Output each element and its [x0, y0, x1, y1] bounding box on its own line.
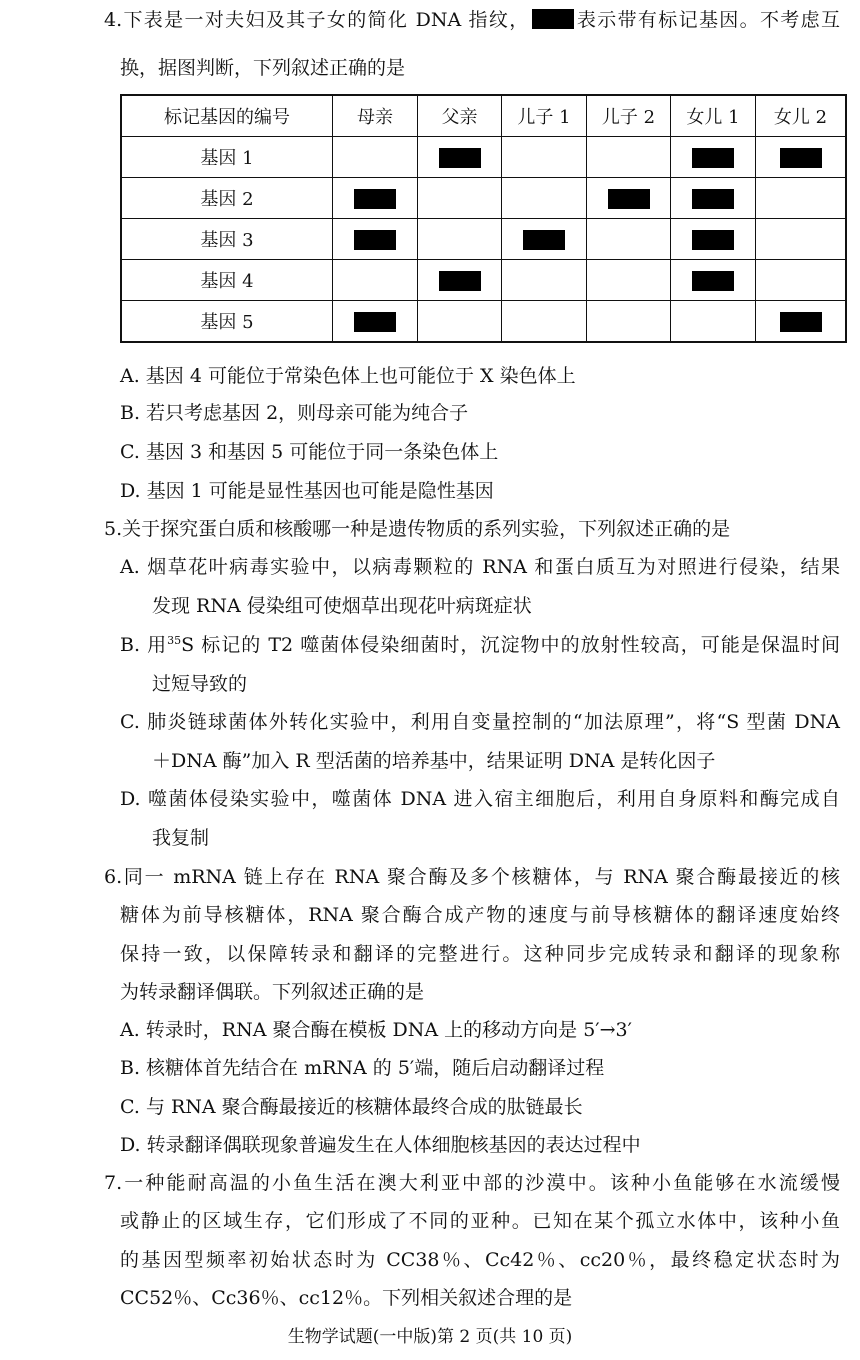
q5-option-d-line1: D. 噬菌体侵染实验中，噬菌体 DNA 进入宿主细胞后，利用自身原料和酶完成自	[120, 788, 840, 810]
q5-option-b-prefix: B. 用	[120, 634, 168, 656]
q7-stem-line1: 7.一种能耐高温的小鱼生活在澳大利亚中部的沙漠中。该种小鱼能够在水流缓慢	[104, 1172, 840, 1194]
fingerprint-cell	[333, 219, 418, 260]
gene-label-cell: 基因 3	[121, 219, 333, 260]
q4-stem-text-a: 4.下表是一对夫妇及其子女的简化 DNA 指纹，	[104, 9, 530, 31]
gene-label-cell: 基因 5	[121, 301, 333, 343]
fingerprint-cell	[756, 260, 847, 301]
fingerprint-cell	[418, 219, 502, 260]
fingerprint-cell	[671, 219, 756, 260]
fingerprint-cell	[587, 137, 671, 178]
fingerprint-cell	[587, 219, 671, 260]
table-header-cell: 标记基因的编号	[121, 95, 333, 137]
table-row	[121, 301, 846, 343]
marker-band	[439, 271, 481, 291]
q7-stem-line4: CC52％、Cc36％、cc12％。下列相关叙述合理的是	[120, 1287, 573, 1309]
q4-option-c: C. 基因 3 和基因 5 可能位于同一条染色体上	[120, 441, 499, 463]
gene-label-cell: 基因 1	[121, 137, 333, 178]
fingerprint-cell	[756, 137, 847, 178]
q4-option-a: A. 基因 4 可能位于常染色体上也可能位于 X 染色体上	[120, 365, 576, 387]
fingerprint-cell	[671, 260, 756, 301]
fingerprint-cell	[756, 219, 847, 260]
marker-band	[439, 148, 481, 168]
fingerprint-cell	[333, 301, 418, 343]
q4-option-b: B. 若只考虑基因 2，则母亲可能为纯合子	[120, 402, 469, 424]
marker-band	[354, 312, 396, 332]
table-header-cell: 儿子 2	[587, 95, 671, 137]
fingerprint-cell	[418, 178, 502, 219]
fingerprint-cell	[671, 137, 756, 178]
fingerprint-cell	[418, 301, 502, 343]
q4-option-d: D. 基因 1 可能是显性基因也可能是隐性基因	[120, 480, 494, 502]
table-row	[121, 137, 846, 178]
q5-option-b-line2: 过短导致的	[152, 673, 248, 695]
fingerprint-cell	[333, 178, 418, 219]
table-header-cell: 母亲	[333, 95, 418, 137]
marker-band	[692, 271, 734, 291]
marker-band	[780, 312, 822, 332]
q6-option-a: A. 转录时，RNA 聚合酶在模板 DNA 上的移动方向是 5′→3′	[120, 1019, 632, 1041]
q4-stem-line1	[104, 8, 840, 32]
gene-label-cell: 基因 2	[121, 178, 333, 219]
table-header-cell: 女儿 2	[756, 95, 847, 137]
fingerprint-cell	[671, 301, 756, 343]
q5-option-b-text: S 标记的 T2 噬菌体侵染细菌时，沉淀物中的放射性较高，可能是保温时间	[181, 634, 840, 656]
fingerprint-cell	[587, 260, 671, 301]
marker-band	[608, 189, 650, 209]
fingerprint-cell	[502, 301, 587, 343]
dna-fingerprint-table	[120, 94, 847, 343]
table-row	[121, 178, 846, 219]
q4-stem-text-b: 表示带有标记基因。不考虑互	[575, 9, 840, 31]
table-row	[121, 260, 846, 301]
q7-stem-line3: 的基因型频率初始状态时为 CC38％、Cc42％、cc20％，最终稳定状态时为	[120, 1249, 840, 1271]
q5-option-c-line2: ＋DNA 酶”加入 R 型活菌的培养基中，结果证明 DNA 是转化因子	[152, 750, 716, 772]
marker-band	[692, 189, 734, 209]
table-body	[121, 137, 846, 343]
fingerprint-cell	[502, 137, 587, 178]
gene-label-cell: 基因 4	[121, 260, 333, 301]
fingerprint-cell	[587, 178, 671, 219]
fingerprint-cell	[333, 260, 418, 301]
page-footer: 生物学试题(一中版)第 2 页(共 10 页)	[287, 1327, 573, 1347]
marker-band	[692, 148, 734, 168]
marker-band	[780, 148, 822, 168]
q5-option-a-line2: 发现 RNA 侵染组可使烟草出现花叶病斑症状	[152, 595, 532, 617]
marker-band	[523, 230, 565, 250]
marker-legend-box	[532, 9, 574, 29]
q6-stem-line1: 6.同一 mRNA 链上存在 RNA 聚合酶及多个核糖体，与 RNA 聚合酶最接近的核	[104, 866, 840, 888]
q5-stem: 5.关于探究蛋白质和核酸哪一种是遗传物质的系列实验，下列叙述正确的是	[104, 518, 731, 540]
q6-stem-line2: 糖体为前导核糖体，RNA 聚合酶合成产物的速度与前导核糖体的翻译速度始终	[120, 904, 840, 926]
q6-stem-line3: 保持一致，以保障转录和翻译的完整进行。这种同步完成转录和翻译的现象称	[120, 943, 840, 965]
fingerprint-cell	[502, 260, 587, 301]
q5-option-b-line1	[120, 633, 840, 657]
marker-band	[692, 230, 734, 250]
table-header-row	[121, 95, 846, 137]
fingerprint-cell	[502, 178, 587, 219]
table-row	[121, 219, 846, 260]
fingerprint-cell	[418, 137, 502, 178]
fingerprint-cell	[671, 178, 756, 219]
q5-option-a-line1: A. 烟草花叶病毒实验中，以病毒颗粒的 RNA 和蛋白质互为对照进行侵染，结果	[120, 556, 840, 578]
table-header-cell: 父亲	[418, 95, 502, 137]
fingerprint-cell	[502, 219, 587, 260]
isotope-superscript: 35	[167, 634, 182, 647]
q6-stem-line4: 为转录翻译偶联。下列叙述正确的是	[120, 981, 425, 1003]
marker-band	[354, 230, 396, 250]
fingerprint-cell	[756, 178, 847, 219]
fingerprint-cell	[756, 301, 847, 343]
q6-option-d: D. 转录翻译偶联现象普遍发生在人体细胞核基因的表达过程中	[120, 1134, 641, 1156]
fingerprint-cell	[418, 260, 502, 301]
table-header-cell: 女儿 1	[671, 95, 756, 137]
q5-option-d-line2: 我复制	[152, 827, 210, 849]
fingerprint-cell	[333, 137, 418, 178]
marker-band	[354, 189, 396, 209]
q6-option-b: B. 核糖体首先结合在 mRNA 的 5′端，随后启动翻译过程	[120, 1057, 605, 1079]
q4-stem-line2: 换，据图判断，下列叙述正确的是	[120, 57, 406, 79]
fingerprint-cell	[587, 301, 671, 343]
q5-option-c-line1: C. 肺炎链球菌体外转化实验中，利用自变量控制的“加法原理”，将“S 型菌 DNA	[120, 711, 840, 733]
q6-option-c: C. 与 RNA 聚合酶最接近的核糖体最终合成的肽链最长	[120, 1096, 583, 1118]
table-header-cell: 儿子 1	[502, 95, 587, 137]
q7-stem-line2: 或静止的区域生存，它们形成了不同的亚种。已知在某个孤立水体中，该种小鱼	[120, 1210, 840, 1232]
